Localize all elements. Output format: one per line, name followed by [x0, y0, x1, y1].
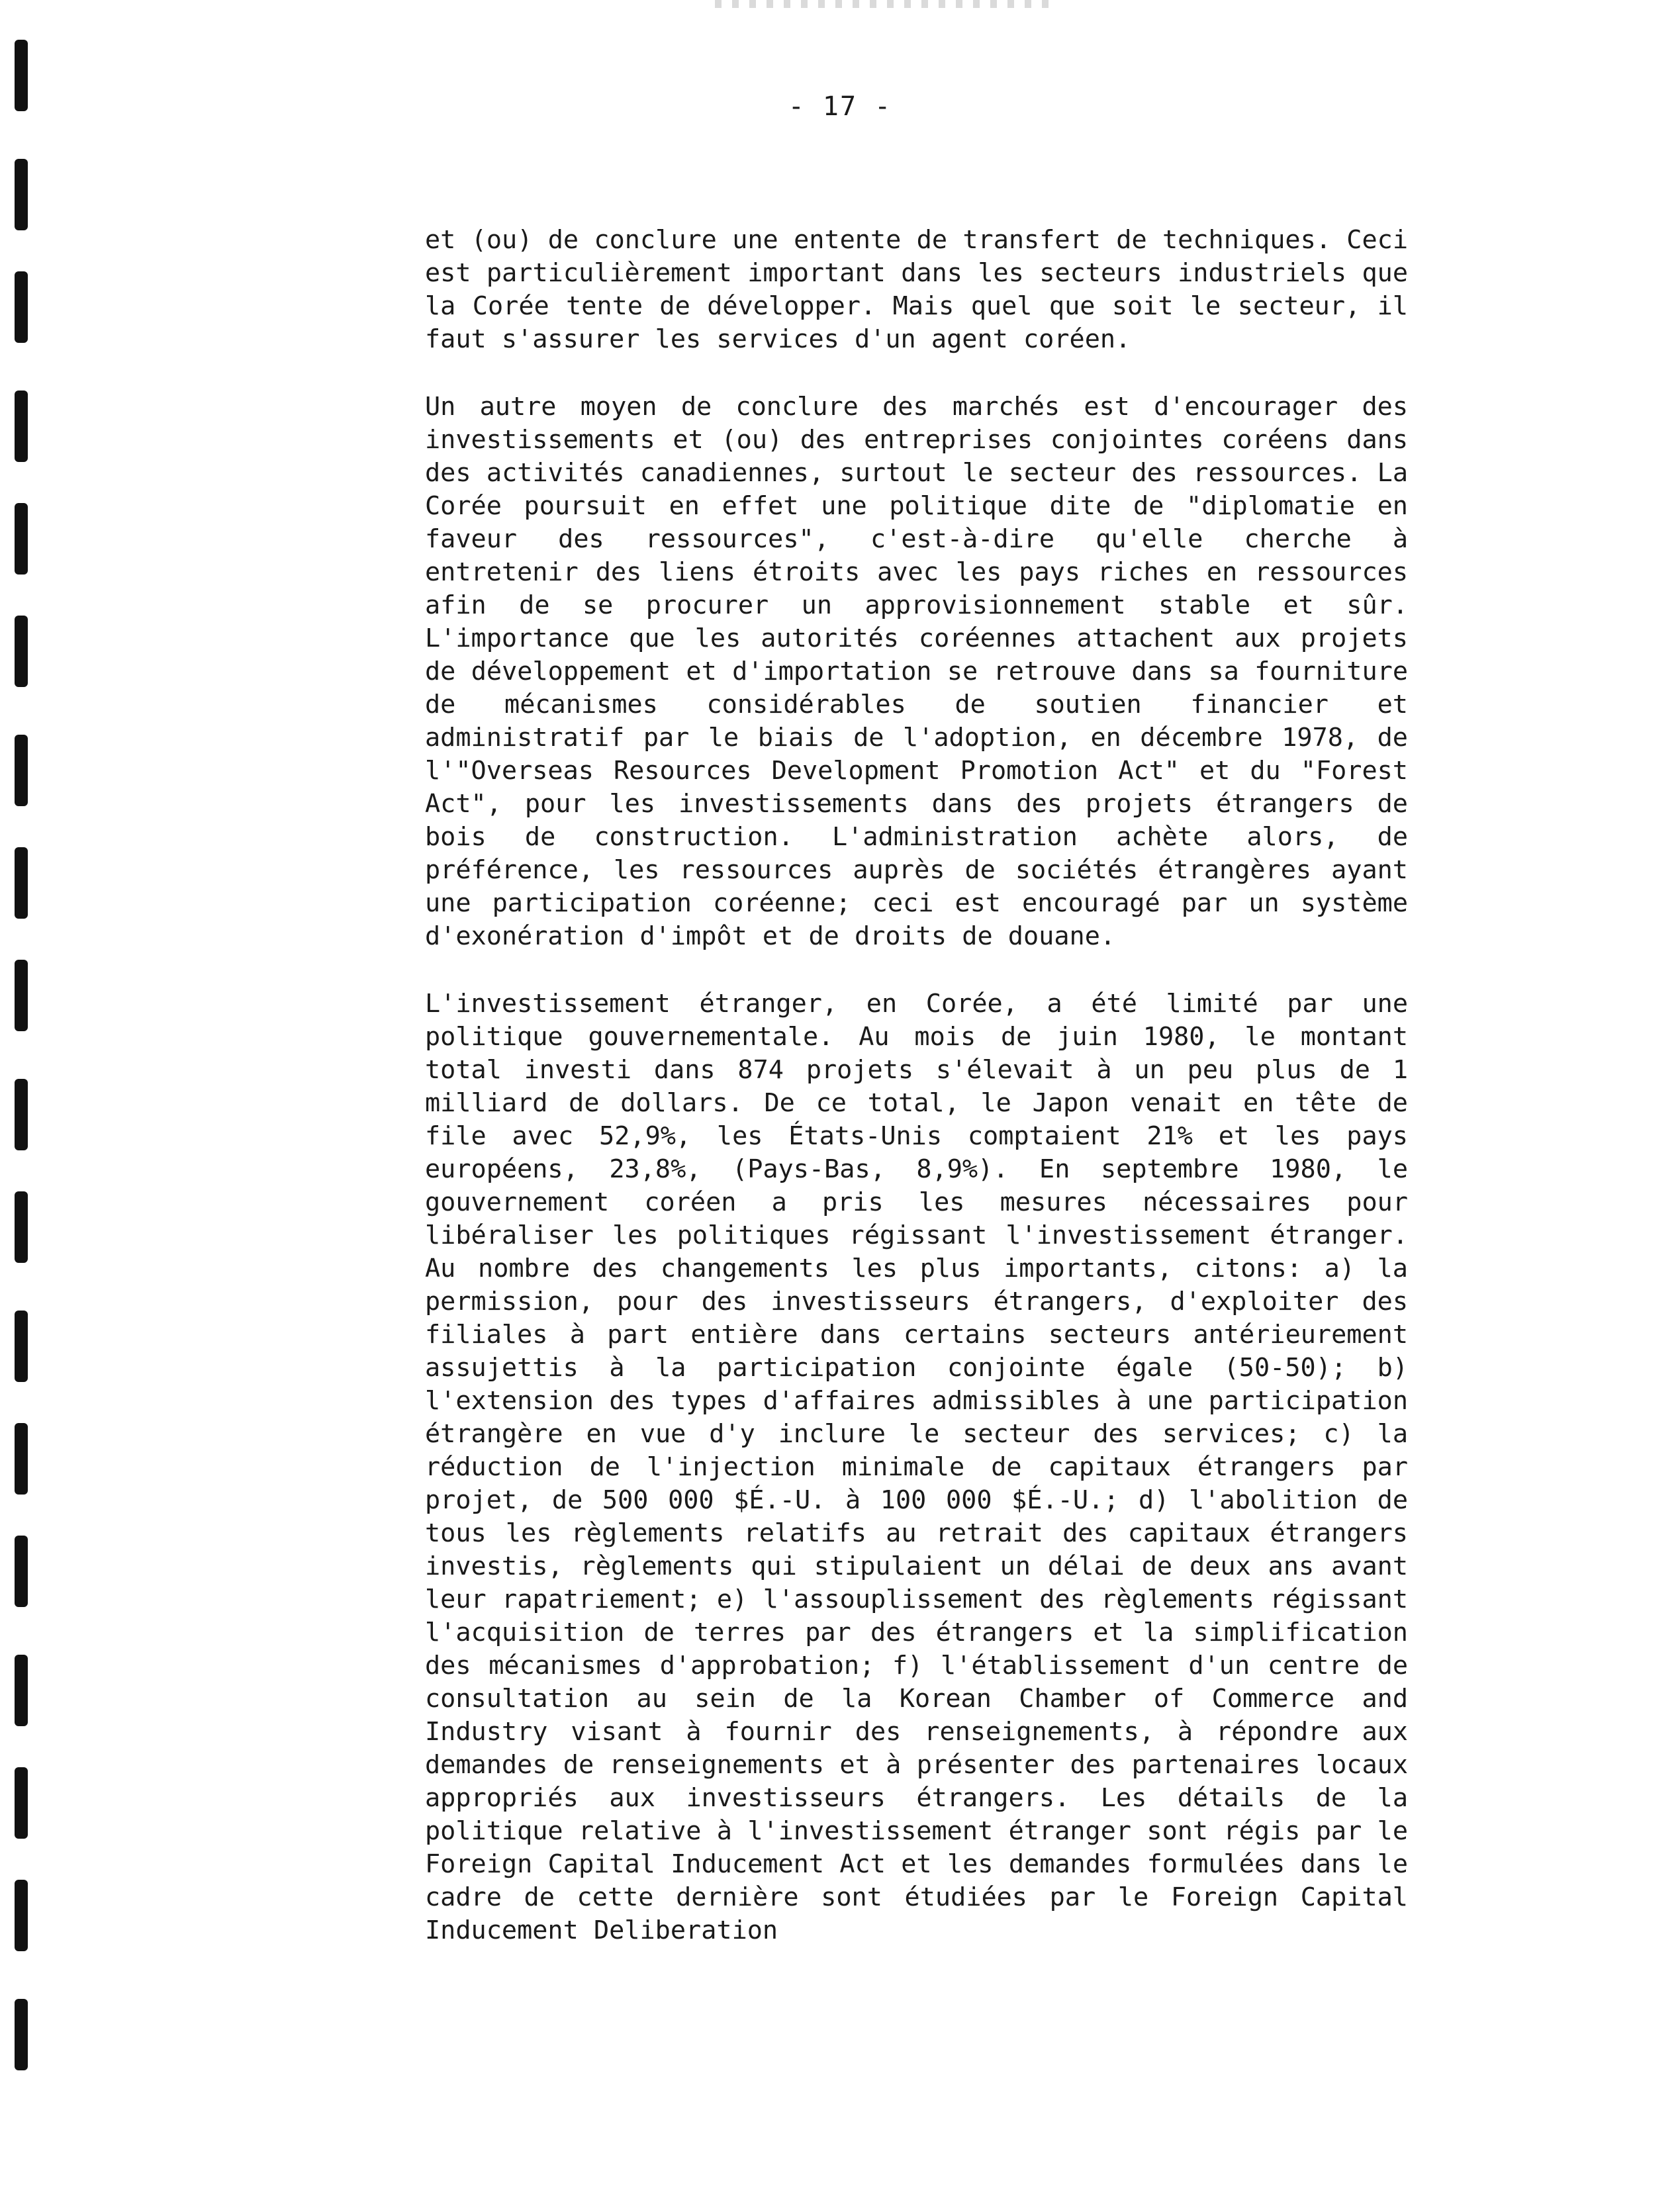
binding-hole: [15, 1191, 28, 1263]
scan-artifact: [715, 0, 1059, 8]
binding-hole: [15, 391, 28, 462]
page-number: - 17 -: [788, 91, 892, 122]
binding-hole: [15, 271, 28, 343]
binding-hole: [15, 1999, 28, 2070]
binding-hole: [15, 1880, 28, 1951]
binding-hole: [15, 1311, 28, 1382]
binding-hole: [15, 735, 28, 806]
paragraph-foreign-investment: L'investissement étranger, en Corée, a été limité par une politique gouvernementale. Au mois de juin 1980, le montant total investi dans 874 projets s'élevait à un peu plus de 1 milliard de dollars. De ce total, le Japon venait en tête de file avec 52,9%, les États-Unis comptaient 21% et les pays européens, 23,8%, (Pays-Bas, 8,9%). En septembre 1980, le gouvernement coréen a pris les mesures nécessaires pour libéraliser les politiques régissant l'investissement étranger. Au nombre des changements les plus importants, citons: a) la permission, pour des investisseurs étrangers, d'exploiter des filiales à part entière dans certains secteurs antérieurement assujettis à la participation conjointe égale (50-50); b) l'extension des types d'affaires admissibles à une participation étrangère en vue d'y inclure le secteur des services; c) la réduction de l'injection minimale de capitaux étrangers par projet, de 500 000 $É.-U. à 100 000 $É.-U.; d) l'abolition de tous les règlements relatifs au retrait des capitaux étrangers investis, règlements qui stipulaient un délai de deux ans avant leur rapatriement; e) l'assouplissement des règlements régissant l'acquisition de terres par des étrangers et la simplification des mécanismes d'approbation; f) l'établissement d'un centre de consultation au sein de la Korean Chamber of Commerce and Industry visant à fournir des renseignements, à répondre aux demandes de renseignements et à présenter des partenaires locaux appropriés aux investisseurs étrangers. Les détails de la politique relative à l'investissement étranger sont régis par le Foreign Capital Inducement Act et les demandes formulées dans le cadre de cette dernière sont étudiées par le Foreign Capital Inducement Deliberation: [425, 989, 1408, 1945]
binding-hole: [15, 1655, 28, 1726]
binding-hole: [15, 960, 28, 1031]
binding-hole: [15, 1536, 28, 1607]
binding-holes: [15, 40, 29, 2158]
binding-hole: [15, 1079, 28, 1150]
binding-hole: [15, 616, 28, 687]
body-text: [425, 224, 1408, 1947]
paragraph-resources: Un autre moyen de conclure des marchés est d'encourager des investissements et (ou) des entreprises conjointes coréens dans des activités canadiennes, surtout le secteur des ressources. La Corée poursuit en effet une politique dite de "diplomatie en faveur des ressources", c'est-à-dire qu'elle cherche à entretenir des liens étroits avec les pays riches en ressources afin de se procurer un approvisionnement stable et sûr. L'importance que les autorités coréennes attachent aux projets de développement et d'importation se retrouve dans sa fourniture de mécanismes considérables de soutien financier et administratif par le biais de l'adoption, en décembre 1978, de l'"Overseas Resources Development Promotion Act" et du "Forest Act", pour les investissements dans des projets étrangers de bois de construction. L'administration achète alors, de préférence, les ressources auprès de sociétés étrangères ayant une participation coréenne; ceci est encouragé par un système d'exonération d'impôt et de droits de douane.: [425, 392, 1408, 951]
binding-hole: [15, 503, 28, 575]
binding-hole: [15, 847, 28, 919]
paragraph-transfer: et (ou) de conclure une entente de transfert de techniques. Ceci est particulièrement important dans les secteurs industriels que la Corée tente de développer. Mais quel que soit le secteur, il faut s'assurer les services d'un agent coréen.: [425, 225, 1408, 354]
binding-hole: [15, 1423, 28, 1495]
binding-hole: [15, 1767, 28, 1839]
binding-hole: [15, 159, 28, 230]
